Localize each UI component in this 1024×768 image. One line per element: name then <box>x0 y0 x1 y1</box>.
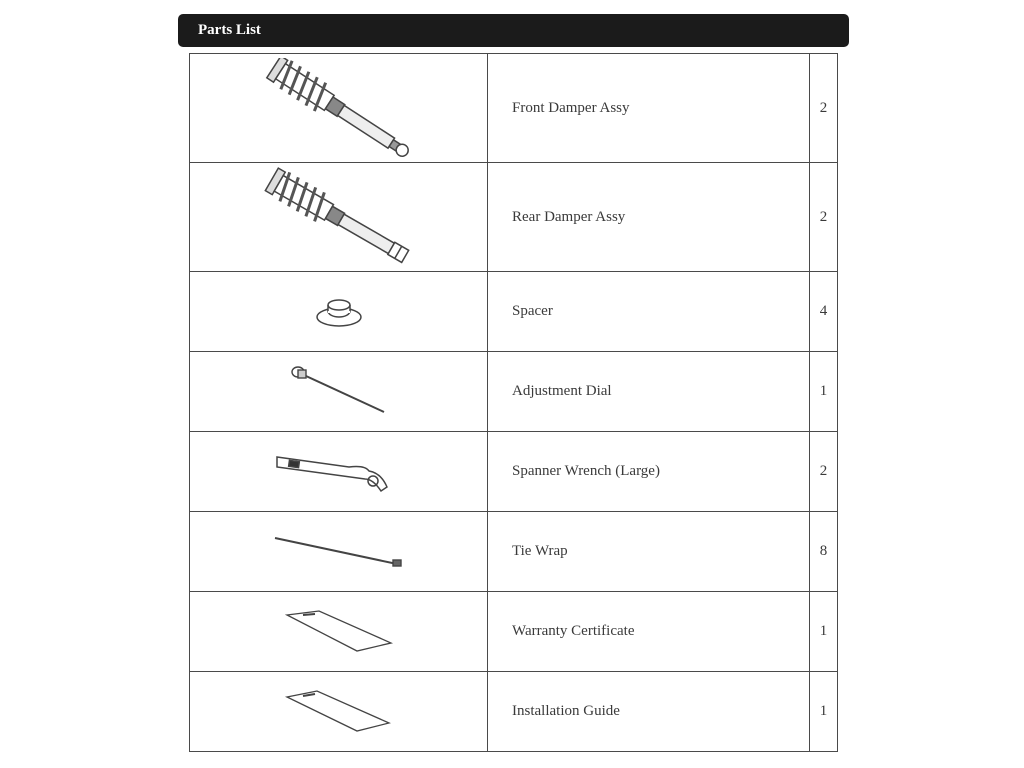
table-row <box>190 352 838 432</box>
table-row <box>190 272 838 352</box>
table-row <box>190 163 838 272</box>
part-name: Tie Wrap <box>488 512 810 592</box>
part-name: Warranty Certificate <box>488 592 810 672</box>
part-qty: 2 <box>810 432 838 512</box>
part-qty: 2 <box>810 163 838 272</box>
image-cell <box>190 163 488 272</box>
table-row <box>190 54 838 163</box>
part-qty: 1 <box>810 352 838 432</box>
image-cell <box>190 672 488 752</box>
part-qty: 2 <box>810 54 838 163</box>
part-qty: 1 <box>810 672 838 752</box>
header-title: Parts List <box>198 22 261 38</box>
part-name: Adjustment Dial <box>488 352 810 432</box>
part-name: Spanner Wrench (Large) <box>488 432 810 512</box>
image-cell <box>190 54 488 163</box>
part-name: Installation Guide <box>488 672 810 752</box>
rear-damper-icon <box>254 167 424 267</box>
parts-list-header <box>178 14 849 47</box>
guide-card-icon <box>279 687 399 737</box>
tie-wrap-icon <box>269 532 409 572</box>
table-row <box>190 432 838 512</box>
warranty-card-icon <box>279 607 399 657</box>
image-cell <box>190 432 488 512</box>
table-row <box>190 512 838 592</box>
front-damper-icon <box>254 58 424 158</box>
part-qty: 8 <box>810 512 838 592</box>
part-name: Front Damper Assy <box>488 54 810 163</box>
table-row <box>190 592 838 672</box>
part-name: Spacer <box>488 272 810 352</box>
image-cell <box>190 592 488 672</box>
part-qty: 1 <box>810 592 838 672</box>
part-name: Rear Damper Assy <box>488 163 810 272</box>
table-row <box>190 672 838 752</box>
image-cell <box>190 512 488 592</box>
image-cell <box>190 272 488 352</box>
adjustment-dial-icon <box>284 362 394 422</box>
image-cell <box>190 352 488 432</box>
spanner-wrench-icon <box>269 447 409 497</box>
part-qty: 4 <box>810 272 838 352</box>
spacer-icon <box>304 287 374 337</box>
parts-table <box>189 53 838 752</box>
